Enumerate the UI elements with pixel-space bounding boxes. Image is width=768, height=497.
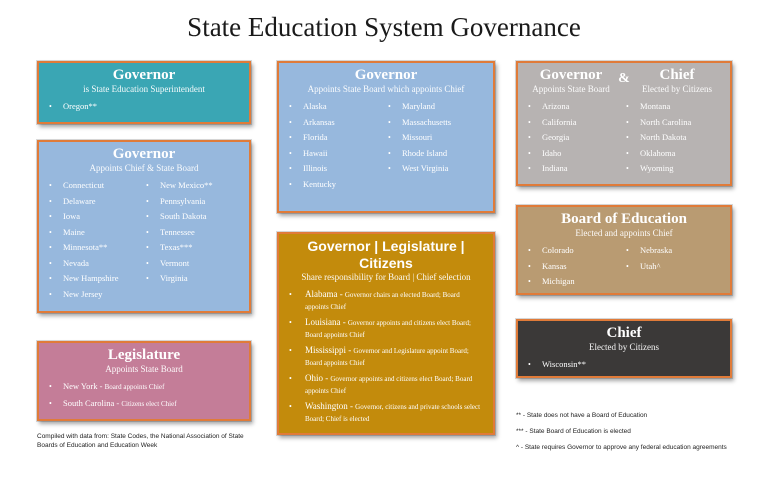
- list-item: • Michigan: [526, 274, 624, 290]
- list-item: • New Mexico**: [144, 178, 241, 194]
- footnote-federal-agreements: ^ - State requires Governor to approve any federal education agreements: [516, 444, 727, 451]
- list-item: • Maine: [47, 225, 144, 241]
- state-list: [287, 289, 485, 425]
- state-list-left: [287, 99, 386, 192]
- list-item: • Tennessee: [144, 225, 241, 241]
- state-name: Ohio -: [305, 373, 329, 383]
- list-item: • Florida: [287, 130, 386, 146]
- box-subtitle: Appoints State Board which appoints Chief: [307, 84, 465, 94]
- box-title: Governor: [112, 146, 176, 162]
- state-name: Louisiana -: [305, 317, 346, 327]
- list-item: [287, 373, 485, 397]
- list-item: • New Hampshire: [47, 271, 144, 287]
- state-name: Mississippi -: [305, 345, 352, 355]
- box-subtitle: Elected by Citizens: [589, 342, 659, 352]
- state-list-right: [624, 99, 722, 177]
- state-description: Governor and Legislature appoint Board; Board appoints Chief: [305, 347, 469, 367]
- governor-appoints-chief-board-box: [37, 140, 251, 313]
- state-list-left: [526, 243, 624, 290]
- list-item: [287, 401, 485, 425]
- list-item: • Wisconsin**: [526, 357, 722, 373]
- box-title: Governor: [112, 67, 176, 83]
- list-item: • Massachusetts: [386, 115, 485, 131]
- list-item: • Illinois: [287, 161, 386, 177]
- list-item: • Oklahoma: [624, 146, 722, 162]
- list-item: • North Dakota: [624, 130, 722, 146]
- state-name: New York -: [63, 381, 103, 391]
- footnote-no-board: ** - State does not have a Board of Education: [516, 412, 648, 419]
- box-title: Legislature: [107, 347, 181, 363]
- box-title-chief: Chief: [659, 67, 695, 83]
- box-title: Board of Education: [561, 211, 687, 227]
- state-description: Governor, citizens and private schools select Board; Chief is elected: [305, 403, 481, 423]
- state-name: Washington -: [305, 401, 354, 411]
- state-list-right: [386, 99, 485, 192]
- list-item: • Wyoming: [624, 161, 722, 177]
- box-subtitle: is State Education Superintendent: [83, 84, 205, 94]
- list-item: • California: [526, 115, 624, 131]
- list-item: • Maryland: [386, 99, 485, 115]
- list-item: • Utah^: [624, 259, 722, 275]
- list-item: • Connecticut: [47, 178, 144, 194]
- list-item: • Kentucky: [287, 177, 386, 193]
- list-item: • Hawaii: [287, 146, 386, 162]
- list-item: • Alaska: [287, 99, 386, 115]
- list-item: • Nevada: [47, 256, 144, 272]
- list-item: • New Jersey: [47, 287, 144, 303]
- list-item: • Colorado: [526, 243, 624, 259]
- list-item: • Iowa: [47, 209, 144, 225]
- list-item: • Montana: [624, 99, 722, 115]
- list-item: • Oregon**: [47, 99, 241, 115]
- list-item: [287, 289, 485, 313]
- box-title: Governor | Legislature | Citizens: [307, 238, 465, 271]
- shared-responsibility-box: [277, 232, 495, 435]
- chief-box: [516, 319, 732, 378]
- state-list-right: [624, 243, 722, 290]
- board-of-education-box: [516, 205, 732, 295]
- list-item: • Pennsylvania: [144, 194, 241, 210]
- governor-and-chief-box: [516, 61, 732, 186]
- state-description: Governor appoints and citizens elect Board; Board appoints Chief: [305, 375, 473, 395]
- footnote-elected-board: *** - State Board of Education is elected: [516, 428, 631, 435]
- box-title-governor: Governor: [539, 67, 603, 83]
- list-item: [47, 379, 241, 396]
- ampersand: &: [618, 71, 630, 86]
- list-item: • Rhode Island: [386, 146, 485, 162]
- governor-superintendent-box: [37, 61, 251, 124]
- list-item: • Indiana: [526, 161, 624, 177]
- box-title: Chief: [606, 325, 642, 341]
- list-item: • Virginia: [144, 271, 241, 287]
- box-subtitle: Share responsibility for Board | Chief selection: [301, 272, 471, 282]
- list-item: • Georgia: [526, 130, 624, 146]
- box-subtitle: Appoints State Board: [105, 364, 183, 374]
- source-note: Compiled with data from: State Codes, the National Association of State Boards of Education and Education Week: [37, 433, 244, 449]
- state-list: [526, 357, 722, 373]
- state-list-left: [47, 178, 144, 302]
- list-item: • Nebraska: [624, 243, 722, 259]
- list-item: • Kansas: [526, 259, 624, 275]
- list-item: • Idaho: [526, 146, 624, 162]
- state-list-left: [526, 99, 624, 177]
- list-item: • Missouri: [386, 130, 485, 146]
- box-subtitle-chief: Elected by Citizens: [642, 84, 712, 94]
- state-description: Board appoints Chief: [104, 383, 165, 391]
- box-subtitle: Elected and appoints Chief: [575, 228, 673, 238]
- state-list-right: [144, 178, 241, 302]
- list-item: [47, 396, 241, 413]
- legislature-box: [37, 341, 251, 421]
- page-title: State Education System Governance: [187, 12, 581, 42]
- list-item: • West Virginia: [386, 161, 485, 177]
- state-description: Citizens elect Chief: [121, 399, 177, 408]
- list-item: • Minnesota**: [47, 240, 144, 256]
- list-item: • Vermont: [144, 256, 241, 272]
- list-item: • Delaware: [47, 194, 144, 210]
- list-item: • Texas***: [144, 240, 241, 256]
- state-name: Alabama -: [305, 289, 343, 299]
- state-description: Governor chairs an elected Board; Board appoints Chief: [305, 291, 460, 311]
- list-item: • South Dakota: [144, 209, 241, 225]
- state-list: [47, 99, 241, 115]
- list-item: • Arizona: [526, 99, 624, 115]
- box-subtitle-governor: Appoints State Board: [532, 84, 610, 94]
- box-subtitle: Appoints Chief & State Board: [89, 163, 199, 173]
- list-item: • North Carolina: [624, 115, 722, 131]
- state-description: Governor appoints and citizens elect Board; Board appoints Chief: [305, 319, 471, 339]
- box-title: Governor: [354, 67, 418, 83]
- state-list: [47, 379, 241, 412]
- governor-appoints-board-box: [277, 61, 495, 213]
- list-item: [287, 317, 485, 341]
- list-item: • Arkansas: [287, 115, 386, 131]
- state-name: South Carolina -: [63, 397, 120, 408]
- list-item: [287, 345, 485, 369]
